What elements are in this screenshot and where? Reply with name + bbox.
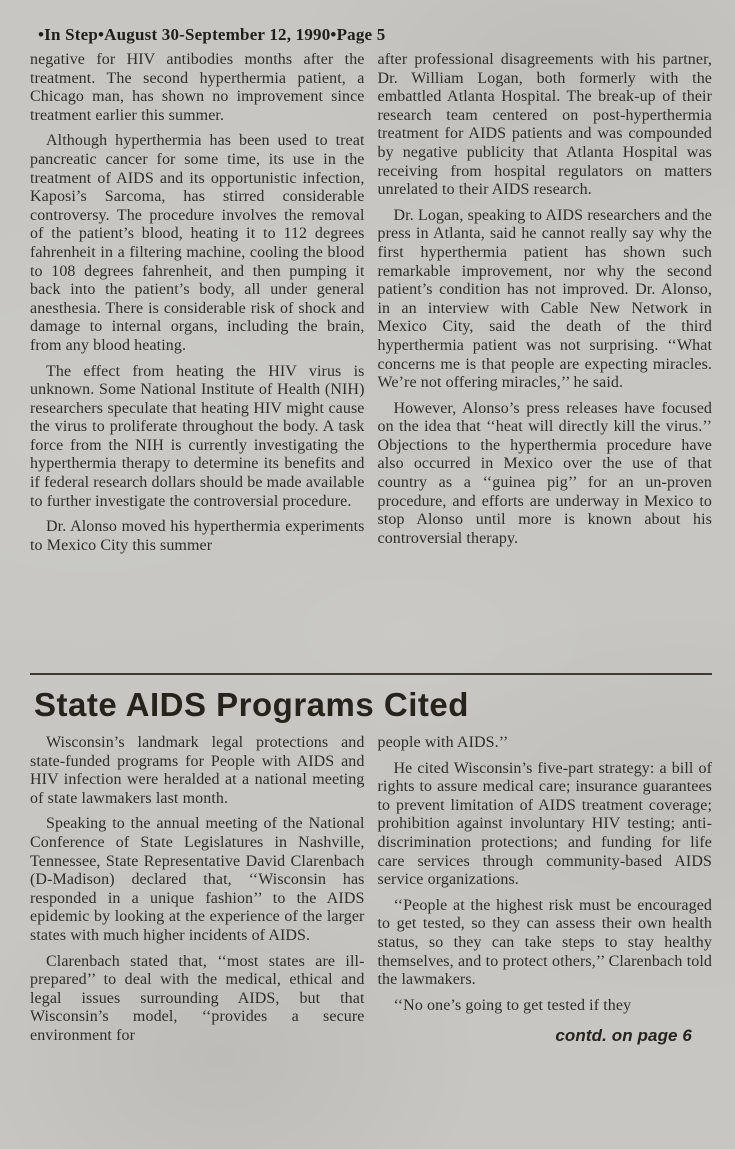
hyperthermia-right-column [378,51,713,665]
article-paragraph: However, Alonso’s press releases have focused on the idea that ‘‘heat will directly kill the virus.’’ Objections to the hyperthermia procedure have also occurred in Mexico over the use of that country as a ‘‘guinea pig’’ for an un-proven procedure, and efforts are underway in Mexico to stop Alonso until more is known about his controversial therapy. [377,399,712,547]
article-paragraph: Wisconsin’s landmark legal protections and state-funded programs for People with AIDS and HIV infection were heralded at a national meeting of state lawmakers last month. [30,734,365,807]
state-programs-right-paragraphs [378,734,713,1015]
article-paragraph: He cited Wisconsin’s five-part strategy: a bill of rights to assure medical care; insurance guarantees to prevent limitation of AIDS treatment coverage; prohibition against involuntary HIV testing; anti-discrimination protections; and funding for life care services through community-based AIDS service organizations. [377,759,712,889]
article-state-programs [30,734,712,1053]
article-paragraph: Although hyperthermia has been used to treat pancreatic cancer for some time, its use in the treatment of AIDS and its opportunistic infection, Kaposi’s Sarcoma, has stirred considerable controversy. The procedure involves the removal of the patient’s blood, heating it to 112 degrees fahrenheit in a filtering machine, cooling the blood to 108 degrees fahrenheit, and then pumping it back into the patient’s body, all under general anesthesia. There is considerable risk of shock and damage to internal organs, including the brain, from any blood heating. [30,132,365,354]
article-paragraph: Dr. Logan, speaking to AIDS researchers and the press in Atlanta, said he cannot really say why the first hyperthermia patient has shown such remarkable improvement, nor why the second patient’s condition has not improved. Dr. Alonso, in an interview with Cable New Network in Mexico City, said the death of the third hyperthermia patient was not surprising. ‘‘What concerns me is that people are expecting miracles. We’re not offering miracles,’’ he said. [377,206,712,392]
state-programs-right-column [378,734,713,1053]
section-divider-rule [30,673,712,675]
article-headline: State AIDS Programs Cited [34,686,469,723]
continued-on-page-note: contd. on page 6 [555,1026,692,1046]
article-paragraph: after professional disagreements with his partner, Dr. William Logan, both formerly with the embattled Atlanta Hospital. The break-up of their research team centered on post-hyperthermia treatment for AIDS patients and was compounded by negative publicity that Atlanta Hospital was receiving from hospital regulators on matters unrelated to their AIDS research. [377,51,712,199]
article-paragraph: Speaking to the annual meeting of the National Conference of State Legislatures in Nashville, Tennessee, State Representative David Clarenbach (D-Madison) declared that, ‘‘Wisconsin has responded in a unique fashion’’ to the AIDS epidemic by looking at the experience of the larger states with much higher incidents of AIDS. [30,815,365,944]
article-paragraph: The effect from heating the HIV virus is unknown. Some National Institute of Health (NIH) researchers speculate that heating HIV might cause the virus to proliferate throughout the body. A task force from the NIH is currently investigating the hyperthermia therapy to determine its benefits and if federal research dollars should be made available to further investigate the controversial procedure. [30,362,365,510]
article-hyperthermia [30,51,712,665]
article-paragraph: ‘‘People at the highest risk must be encouraged to get tested, so they can assess their own health status, so they can take steps to stay healthy themselves, and to protect others,’’ Clarenbach told the lawmakers. [377,896,712,989]
hyperthermia-left-column [30,51,365,665]
article-paragraph: people with AIDS.’’ [377,734,509,751]
article-paragraph: Dr. Alonso moved his hyperthermia experiments to Mexico City this summer [30,518,365,554]
article-paragraph: Clarenbach stated that, ‘‘most states are ill-prepared’’ to deal with the medical, ethical and legal issues surrounding AIDS, but that Wisconsin’s model, ‘‘provides a secure environment for [30,952,365,1044]
page-header-masthead: •In Step•August 30-September 12, 1990•Page 5 [38,25,386,44]
state-programs-left-column [30,734,365,1053]
article-paragraph: ‘‘No one’s going to get tested if they [393,996,632,1014]
article-paragraph: negative for HIV antibodies months after the treatment. The second hyperthermia patient, a Chicago man, has shown no improvement since treatment earlier this summer. [30,51,365,124]
